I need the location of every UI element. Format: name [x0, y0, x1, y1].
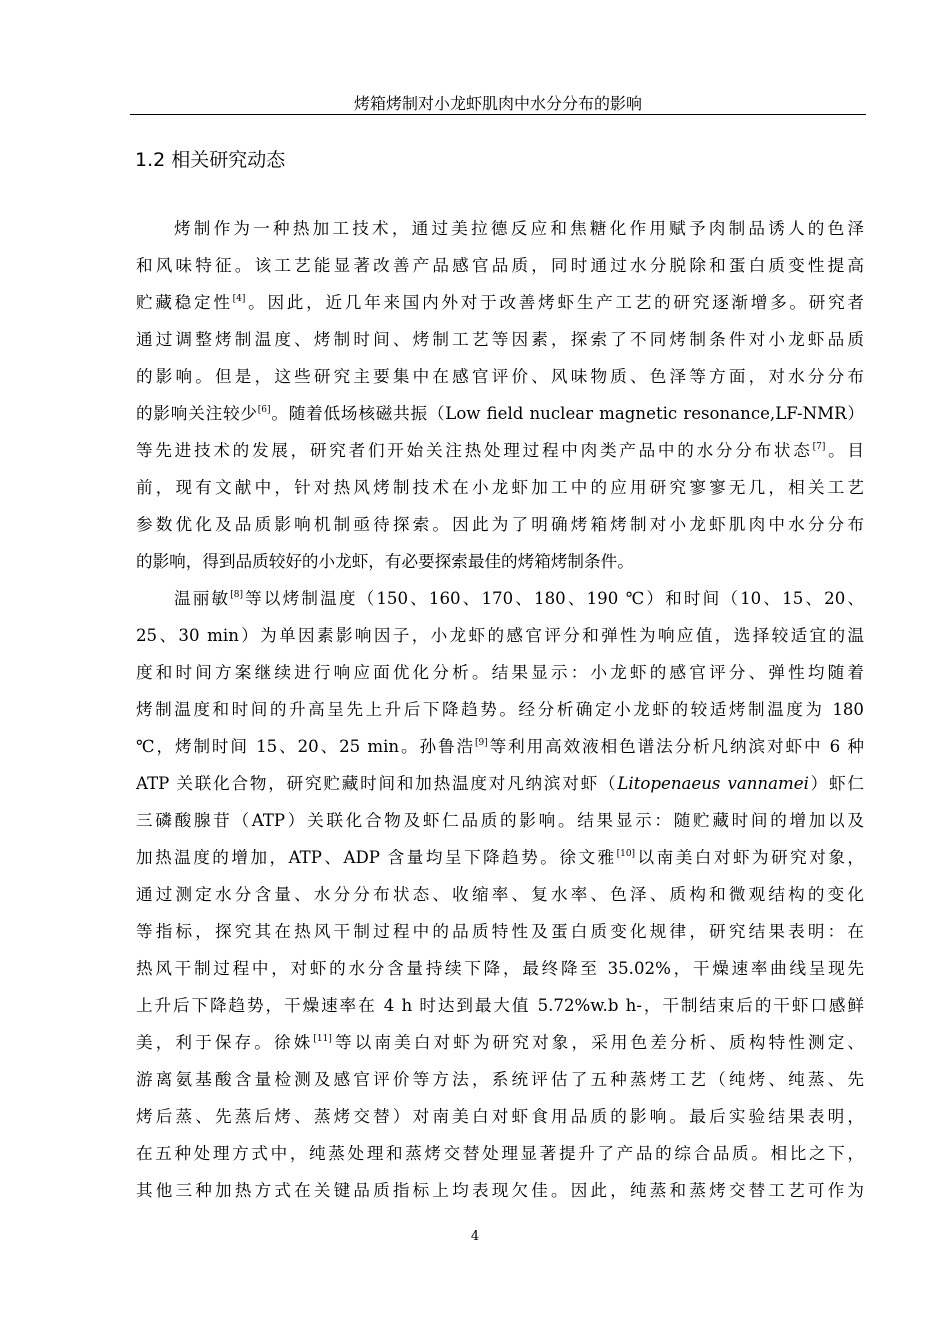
citation-ref: [11]	[313, 1033, 332, 1044]
header-rule	[130, 114, 866, 115]
text-line	[136, 580, 864, 617]
text-segment: 等以南美白对虾为研究对象，采用色差分析、质构特性测定、	[331, 1033, 865, 1052]
text-segment: 。目	[825, 441, 865, 460]
text-line	[136, 987, 864, 1024]
text-segment: 在五种处理方式中，纯蒸处理和蒸烤交替处理显著提升了产品的综合品质。相比之下，	[136, 1144, 864, 1163]
text-segment: 烤制作为一种热加工技术，通过美拉德反应和焦糖化作用赋予肉制品诱人的色泽	[174, 219, 864, 238]
section-heading: 1.2 相关研究动态	[135, 149, 286, 171]
text-segment: 热风干制过程中，对虾的水分含量持续下降，最终降至 35.02%，干燥速率曲线呈现先	[136, 959, 864, 978]
citation-ref: [8]	[230, 589, 243, 600]
page-number: 4	[470, 1229, 480, 1244]
citation-ref: [6]	[257, 404, 271, 415]
text-segment: 等指标，探究其在热风干制过程中的品质特性及蛋白质变化规律，研究结果表明：在	[136, 922, 864, 941]
text-segment: 前，现有文献中，针对热风烤制技术在小龙虾加工中的应用研究寥寥无几，相关工艺	[136, 478, 864, 497]
citation-ref: [9]	[475, 737, 488, 748]
text-line	[136, 802, 864, 839]
text-segment: 烤后蒸、先蒸后烤、蒸烤交替）对南美白对虾食用品质的影响。最后实验结果表明，	[136, 1107, 864, 1126]
text-line	[136, 876, 864, 913]
text-line	[136, 1061, 864, 1098]
text-segment: 等以烤制温度（150、160、170、180、190 ℃）和时间（10、15、20、	[242, 589, 864, 608]
text-line	[136, 1024, 864, 1061]
text-segment: 。随着低场核磁共振（Low field nuclear magnetic resonance,LF-NMR）	[270, 404, 864, 423]
text-line	[136, 1172, 864, 1209]
text-segment: ATP 关联化合物，研究贮藏时间和加热温度对凡纳滨对虾（	[136, 774, 618, 793]
text-segment: 和风味特征。该工艺能显著改善产品感官品质，同时通过水分脱除和蛋白质变性提高	[136, 256, 864, 275]
text-line	[136, 321, 864, 358]
citation-ref: [4]	[232, 293, 246, 304]
text-line	[136, 210, 864, 247]
text-line	[136, 284, 864, 321]
text-segment: 的影响。但是，这些研究主要集中在感官评价、风味物质、色泽等方面，对水分分布	[136, 367, 864, 386]
text-segment: 等利用高效液相色谱法分析凡纳滨对虾中 6 种	[487, 737, 865, 756]
text-line	[136, 765, 864, 802]
text-line	[136, 691, 864, 728]
text-segment: 以南美白对虾为研究对象，	[635, 848, 864, 867]
text-line	[136, 395, 864, 432]
text-segment: 通过调整烤制温度、烤制时间、烤制工艺等因素，探索了不同烤制条件对小龙虾品质	[136, 330, 864, 349]
text-segment: 的影响，得到品质较好的小龙虾，有必要探索最佳的烤箱烤制条件。	[136, 552, 634, 571]
text-line	[136, 469, 864, 506]
citation-ref: [7]	[812, 441, 826, 452]
text-line	[136, 617, 864, 654]
running-header: 烤箱烤制对小龙虾肌肉中水分分布的影响	[353, 94, 642, 113]
species-name: Litopenaeus vannamei	[617, 774, 809, 793]
text-segment: 上升后下降趋势，干燥速率在 4 h 时达到最大值 5.72%w.b h-，干制结束后的干虾口感鲜	[136, 996, 864, 1015]
text-line	[136, 839, 864, 876]
body-text	[136, 210, 864, 1209]
text-line	[136, 432, 864, 469]
text-segment: 游离氨基酸含量检测及感官评价等方法，系统评估了五种蒸烤工艺（纯烤、纯蒸、先	[136, 1070, 864, 1089]
text-segment: 的影响关注较少	[136, 404, 258, 423]
text-line	[136, 1098, 864, 1135]
text-segment: 贮藏稳定性	[136, 293, 233, 312]
text-segment: 通过测定水分含量、水分分布状态、收缩率、复水率、色泽、质构和微观结构的变化	[136, 885, 864, 904]
text-line	[136, 950, 864, 987]
text-segment: 温丽敏	[174, 589, 231, 608]
text-segment: ）虾仁	[808, 774, 865, 793]
text-segment: 25、30 min）为单因素影响因子，小龙虾的感官评分和弹性为响应值，选择较适宜的温	[136, 626, 864, 645]
text-line	[136, 543, 864, 580]
text-line	[136, 913, 864, 950]
citation-ref: [10]	[616, 848, 636, 859]
text-segment: ℃，烤制时间 15、20、25 min。孙鲁浩	[136, 737, 475, 756]
text-segment: 烤制温度和时间的升高呈先上升后下降趋势。经分析确定小龙虾的较适烤制温度为 180	[136, 700, 864, 719]
text-segment: 其他三种加热方式在关键品质指标上均表现欠佳。因此，纯蒸和蒸烤交替工艺可作为	[136, 1181, 864, 1200]
text-line	[136, 247, 864, 284]
text-line	[136, 1135, 864, 1172]
text-line	[136, 506, 864, 543]
text-line	[136, 654, 864, 691]
text-segment: 等先进技术的发展，研究者们开始关注热处理过程中肉类产品中的水分分布状态	[136, 441, 813, 460]
text-segment: 美，利于保存。徐姝	[136, 1033, 314, 1052]
text-segment: 三磷酸腺苷（ATP）关联化合物及虾仁品质的影响。结果显示：随贮藏时间的增加以及	[136, 811, 864, 830]
text-line	[136, 358, 864, 395]
text-line	[136, 728, 864, 765]
text-segment: 度和时间方案继续进行响应面优化分析。结果显示：小龙虾的感官评分、弹性均随着	[136, 663, 864, 682]
text-segment: 。因此，近几年来国内外对于改善烤虾生产工艺的研究逐渐增多。研究者	[245, 293, 864, 312]
text-segment: 加热温度的增加，ATP、ADP 含量均呈下降趋势。徐文雅	[136, 848, 617, 867]
text-segment: 参数优化及品质影响机制亟待探索。因此为了明确烤箱烤制对小龙虾肌肉中水分分布	[136, 515, 864, 534]
